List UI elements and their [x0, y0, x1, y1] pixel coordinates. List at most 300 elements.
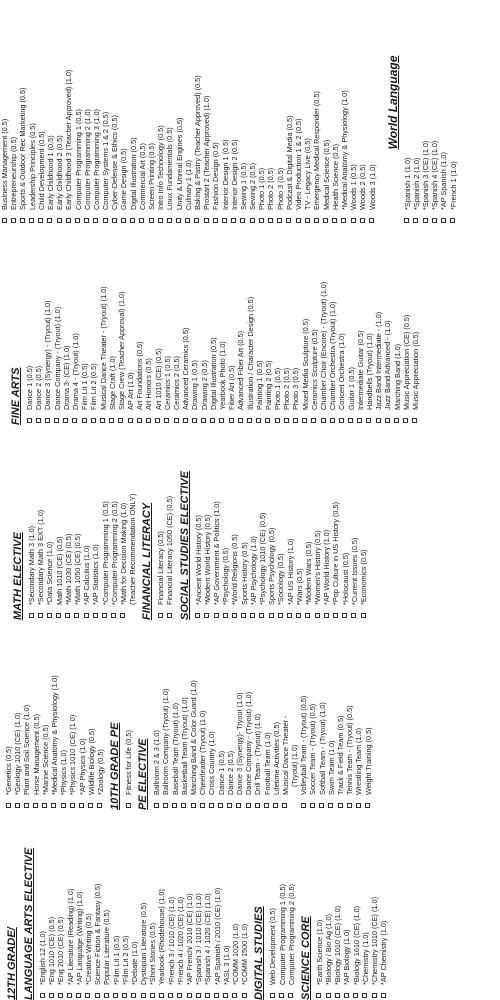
- course-checkbox[interactable]: [93, 218, 98, 223]
- course-checkbox[interactable]: [218, 803, 223, 808]
- course-option[interactable]: [287, 810, 296, 1000]
- course-checkbox[interactable]: [238, 418, 243, 423]
- course-option[interactable]: [312, 0, 321, 225]
- course-checkbox[interactable]: [20, 218, 25, 223]
- course-checkbox[interactable]: [360, 218, 365, 223]
- course-checkbox[interactable]: [70, 803, 75, 808]
- course-option[interactable]: [333, 810, 342, 1000]
- course-option[interactable]: [202, 0, 211, 225]
- course-option[interactable]: [222, 810, 231, 1000]
- course-checkbox[interactable]: [154, 803, 159, 808]
- course-option[interactable]: [101, 0, 110, 225]
- course-checkbox[interactable]: [24, 803, 29, 808]
- course-option[interactable]: [248, 0, 257, 225]
- course-checkbox[interactable]: [38, 613, 43, 618]
- course-checkbox[interactable]: [441, 218, 446, 223]
- course-option[interactable]: [449, 0, 458, 225]
- course-checkbox[interactable]: [122, 993, 127, 998]
- course-option[interactable]: [272, 620, 281, 810]
- course-checkbox[interactable]: [328, 803, 333, 808]
- course-option[interactable]: [112, 810, 121, 1000]
- course-checkbox[interactable]: [259, 613, 264, 618]
- course-option[interactable]: [144, 225, 153, 425]
- course-option[interactable]: [156, 425, 165, 620]
- course-checkbox[interactable]: [356, 803, 361, 808]
- course-option[interactable]: [130, 810, 139, 1000]
- course-option[interactable]: [235, 620, 244, 810]
- course-checkbox[interactable]: [27, 418, 32, 423]
- course-checkbox[interactable]: [195, 613, 200, 618]
- course-option[interactable]: [193, 0, 202, 225]
- course-option[interactable]: [308, 620, 317, 810]
- course-checkbox[interactable]: [155, 418, 160, 423]
- course-option[interactable]: [198, 620, 207, 810]
- course-option[interactable]: [285, 0, 294, 225]
- course-checkbox[interactable]: [130, 218, 135, 223]
- course-option[interactable]: [327, 620, 336, 810]
- course-checkbox[interactable]: [278, 613, 283, 618]
- course-checkbox[interactable]: [109, 418, 114, 423]
- course-option[interactable]: [281, 620, 290, 810]
- course-checkbox[interactable]: [54, 418, 59, 423]
- course-checkbox[interactable]: [324, 613, 329, 618]
- course-option[interactable]: [331, 425, 340, 620]
- course-option[interactable]: [212, 425, 221, 620]
- course-option[interactable]: [358, 0, 367, 225]
- course-option[interactable]: [9, 0, 18, 225]
- course-option[interactable]: [361, 810, 370, 1000]
- course-checkbox[interactable]: [330, 418, 335, 423]
- course-option[interactable]: [34, 225, 43, 425]
- course-option[interactable]: [430, 0, 439, 225]
- course-option[interactable]: [200, 225, 209, 425]
- course-option[interactable]: [290, 620, 299, 810]
- course-option[interactable]: [171, 620, 180, 810]
- course-checkbox[interactable]: [319, 803, 324, 808]
- course-option[interactable]: [356, 225, 365, 425]
- course-option[interactable]: [117, 225, 126, 425]
- course-option[interactable]: [313, 425, 322, 620]
- course-option[interactable]: [161, 620, 170, 810]
- course-checkbox[interactable]: [339, 418, 344, 423]
- course-option[interactable]: [53, 225, 62, 425]
- course-option[interactable]: [213, 810, 222, 1000]
- course-checkbox[interactable]: [347, 803, 352, 808]
- course-checkbox[interactable]: [67, 993, 72, 998]
- course-option[interactable]: [71, 225, 80, 425]
- course-option[interactable]: [62, 225, 71, 425]
- course-checkbox[interactable]: [250, 218, 255, 223]
- course-checkbox[interactable]: [204, 218, 209, 223]
- course-checkbox[interactable]: [45, 418, 50, 423]
- course-checkbox[interactable]: [296, 613, 301, 618]
- course-checkbox[interactable]: [47, 613, 52, 618]
- course-checkbox[interactable]: [111, 613, 116, 618]
- course-option[interactable]: [209, 225, 218, 425]
- course-checkbox[interactable]: [121, 218, 126, 223]
- course-checkbox[interactable]: [204, 613, 209, 618]
- course-option[interactable]: [189, 620, 198, 810]
- course-checkbox[interactable]: [432, 218, 437, 223]
- course-option[interactable]: [203, 810, 212, 1000]
- course-checkbox[interactable]: [51, 803, 56, 808]
- course-checkbox[interactable]: [65, 613, 70, 618]
- course-option[interactable]: [255, 225, 264, 425]
- course-option[interactable]: [93, 810, 102, 1000]
- course-option[interactable]: [276, 425, 285, 620]
- course-option[interactable]: [421, 0, 430, 225]
- course-option[interactable]: [194, 810, 203, 1000]
- course-option[interactable]: [89, 225, 98, 425]
- course-option[interactable]: [175, 0, 184, 225]
- course-checkbox[interactable]: [286, 218, 291, 223]
- course-checkbox[interactable]: [191, 803, 196, 808]
- course-option[interactable]: [190, 225, 199, 425]
- course-checkbox[interactable]: [11, 218, 16, 223]
- course-checkbox[interactable]: [404, 218, 409, 223]
- course-option[interactable]: [350, 425, 359, 620]
- course-checkbox[interactable]: [369, 218, 374, 223]
- course-option[interactable]: [368, 0, 377, 225]
- course-checkbox[interactable]: [279, 993, 284, 998]
- course-option[interactable]: [84, 810, 93, 1000]
- course-checkbox[interactable]: [310, 803, 315, 808]
- course-checkbox[interactable]: [333, 613, 338, 618]
- course-option[interactable]: [185, 810, 194, 1000]
- course-checkbox[interactable]: [158, 613, 163, 618]
- course-checkbox[interactable]: [167, 613, 172, 618]
- course-checkbox[interactable]: [181, 803, 186, 808]
- course-checkbox[interactable]: [56, 613, 61, 618]
- course-checkbox[interactable]: [351, 613, 356, 618]
- course-checkbox[interactable]: [273, 803, 278, 808]
- course-option[interactable]: [364, 620, 373, 810]
- course-option[interactable]: [207, 620, 216, 810]
- course-option[interactable]: [439, 0, 448, 225]
- course-checkbox[interactable]: [164, 418, 169, 423]
- course-option[interactable]: [36, 425, 45, 620]
- course-option[interactable]: [119, 425, 128, 620]
- course-checkbox[interactable]: [57, 218, 62, 223]
- course-option[interactable]: [221, 425, 230, 620]
- course-option[interactable]: [64, 425, 73, 620]
- course-option[interactable]: [249, 425, 258, 620]
- course-option[interactable]: [124, 620, 133, 810]
- course-option[interactable]: [342, 810, 351, 1000]
- course-checkbox[interactable]: [232, 993, 237, 998]
- course-option[interactable]: [101, 425, 110, 620]
- course-option[interactable]: [75, 810, 84, 1000]
- course-checkbox[interactable]: [158, 218, 163, 223]
- course-checkbox[interactable]: [296, 218, 301, 223]
- course-option[interactable]: [412, 0, 421, 225]
- course-option[interactable]: [64, 0, 73, 225]
- course-option[interactable]: [152, 620, 161, 810]
- course-checkbox[interactable]: [338, 803, 343, 808]
- course-checkbox[interactable]: [413, 218, 418, 223]
- course-checkbox[interactable]: [341, 218, 346, 223]
- course-option[interactable]: [74, 0, 83, 225]
- course-option[interactable]: [119, 0, 128, 225]
- course-option[interactable]: [301, 225, 310, 425]
- course-option[interactable]: [138, 0, 147, 225]
- course-checkbox[interactable]: [150, 993, 155, 998]
- course-checkbox[interactable]: [192, 418, 197, 423]
- course-option[interactable]: [0, 0, 9, 225]
- course-option[interactable]: [276, 0, 285, 225]
- course-option[interactable]: [148, 810, 157, 1000]
- course-option[interactable]: [59, 620, 68, 810]
- course-option[interactable]: [80, 225, 89, 425]
- course-option[interactable]: [55, 425, 64, 620]
- course-option[interactable]: [226, 620, 235, 810]
- course-option[interactable]: [318, 620, 327, 810]
- course-option[interactable]: [25, 225, 34, 425]
- course-checkbox[interactable]: [222, 218, 227, 223]
- course-option[interactable]: [126, 225, 135, 425]
- course-option[interactable]: [299, 620, 308, 810]
- course-checkbox[interactable]: [194, 218, 199, 223]
- course-checkbox[interactable]: [316, 993, 321, 998]
- course-option[interactable]: [135, 225, 144, 425]
- course-checkbox[interactable]: [187, 993, 192, 998]
- course-option[interactable]: [108, 225, 117, 425]
- course-checkbox[interactable]: [231, 218, 236, 223]
- course-checkbox[interactable]: [66, 218, 71, 223]
- course-option[interactable]: [165, 0, 174, 225]
- course-option[interactable]: [359, 425, 368, 620]
- course-checkbox[interactable]: [236, 803, 241, 808]
- course-option[interactable]: [240, 810, 249, 1000]
- course-checkbox[interactable]: [223, 613, 228, 618]
- course-option[interactable]: [379, 810, 388, 1000]
- course-option[interactable]: [18, 0, 27, 225]
- course-checkbox[interactable]: [84, 218, 89, 223]
- course-option[interactable]: [352, 810, 361, 1000]
- course-checkbox[interactable]: [100, 418, 105, 423]
- course-option[interactable]: [13, 620, 22, 810]
- course-checkbox[interactable]: [361, 613, 366, 618]
- course-checkbox[interactable]: [131, 993, 136, 998]
- course-checkbox[interactable]: [112, 218, 117, 223]
- course-checkbox[interactable]: [259, 218, 264, 223]
- course-option[interactable]: [331, 0, 340, 225]
- course-checkbox[interactable]: [118, 418, 123, 423]
- course-checkbox[interactable]: [223, 993, 228, 998]
- course-checkbox[interactable]: [332, 218, 337, 223]
- course-checkbox[interactable]: [29, 218, 34, 223]
- course-checkbox[interactable]: [128, 418, 133, 423]
- course-option[interactable]: [268, 810, 277, 1000]
- course-option[interactable]: [315, 810, 324, 1000]
- course-option[interactable]: [66, 810, 75, 1000]
- course-checkbox[interactable]: [97, 803, 102, 808]
- course-option[interactable]: [328, 225, 337, 425]
- course-checkbox[interactable]: [33, 803, 38, 808]
- course-option[interactable]: [68, 620, 77, 810]
- course-option[interactable]: [46, 0, 55, 225]
- course-checkbox[interactable]: [255, 803, 260, 808]
- course-checkbox[interactable]: [229, 418, 234, 423]
- course-checkbox[interactable]: [353, 993, 358, 998]
- course-checkbox[interactable]: [72, 418, 77, 423]
- course-checkbox[interactable]: [42, 803, 47, 808]
- course-option[interactable]: [244, 620, 253, 810]
- course-checkbox[interactable]: [63, 418, 68, 423]
- course-checkbox[interactable]: [381, 993, 386, 998]
- course-checkbox[interactable]: [82, 418, 87, 423]
- course-option[interactable]: [56, 810, 65, 1000]
- course-checkbox[interactable]: [74, 613, 79, 618]
- course-checkbox[interactable]: [29, 613, 34, 618]
- course-option[interactable]: [227, 225, 236, 425]
- course-checkbox[interactable]: [167, 218, 172, 223]
- course-checkbox[interactable]: [183, 418, 188, 423]
- course-option[interactable]: [154, 225, 163, 425]
- course-option[interactable]: [264, 225, 273, 425]
- course-checkbox[interactable]: [305, 218, 310, 223]
- course-option[interactable]: [110, 425, 119, 620]
- course-option[interactable]: [221, 0, 230, 225]
- course-checkbox[interactable]: [168, 993, 173, 998]
- course-checkbox[interactable]: [293, 418, 298, 423]
- course-option[interactable]: [165, 425, 174, 620]
- course-option[interactable]: [217, 620, 226, 810]
- course-checkbox[interactable]: [58, 993, 63, 998]
- course-option[interactable]: [55, 0, 64, 225]
- course-checkbox[interactable]: [6, 803, 11, 808]
- course-checkbox[interactable]: [40, 993, 45, 998]
- course-checkbox[interactable]: [84, 613, 89, 618]
- course-option[interactable]: [47, 810, 56, 1000]
- course-option[interactable]: [180, 620, 189, 810]
- course-option[interactable]: [246, 225, 255, 425]
- course-option[interactable]: [83, 0, 92, 225]
- course-option[interactable]: [345, 620, 354, 810]
- course-option[interactable]: [110, 0, 119, 225]
- course-checkbox[interactable]: [247, 418, 252, 423]
- course-checkbox[interactable]: [242, 993, 247, 998]
- course-checkbox[interactable]: [120, 613, 125, 618]
- course-checkbox[interactable]: [139, 218, 144, 223]
- course-option[interactable]: [403, 0, 412, 225]
- course-option[interactable]: [91, 425, 100, 620]
- course-option[interactable]: [78, 620, 87, 810]
- course-checkbox[interactable]: [76, 993, 81, 998]
- course-checkbox[interactable]: [126, 803, 131, 808]
- course-option[interactable]: [218, 225, 227, 425]
- course-checkbox[interactable]: [412, 418, 417, 423]
- course-checkbox[interactable]: [250, 613, 255, 618]
- course-option[interactable]: [87, 620, 96, 810]
- course-option[interactable]: [73, 425, 82, 620]
- course-checkbox[interactable]: [287, 613, 292, 618]
- course-checkbox[interactable]: [2, 218, 7, 223]
- course-option[interactable]: [41, 620, 50, 810]
- course-option[interactable]: [184, 0, 193, 225]
- course-option[interactable]: [258, 425, 267, 620]
- course-option[interactable]: [163, 225, 172, 425]
- course-option[interactable]: [239, 0, 248, 225]
- course-option[interactable]: [319, 225, 328, 425]
- course-option[interactable]: [340, 0, 349, 225]
- course-checkbox[interactable]: [36, 418, 41, 423]
- course-option[interactable]: [231, 810, 240, 1000]
- course-option[interactable]: [82, 425, 91, 620]
- course-checkbox[interactable]: [264, 803, 269, 808]
- course-checkbox[interactable]: [366, 418, 371, 423]
- course-option[interactable]: [50, 620, 59, 810]
- course-option[interactable]: [383, 225, 392, 425]
- course-checkbox[interactable]: [93, 613, 98, 618]
- course-option[interactable]: [267, 425, 276, 620]
- course-option[interactable]: [349, 0, 358, 225]
- course-checkbox[interactable]: [376, 418, 381, 423]
- course-checkbox[interactable]: [49, 993, 54, 998]
- course-checkbox[interactable]: [172, 803, 177, 808]
- course-checkbox[interactable]: [335, 993, 340, 998]
- course-option[interactable]: [139, 810, 148, 1000]
- course-checkbox[interactable]: [277, 218, 282, 223]
- course-checkbox[interactable]: [79, 803, 84, 808]
- course-checkbox[interactable]: [163, 803, 168, 808]
- course-checkbox[interactable]: [301, 803, 306, 808]
- course-checkbox[interactable]: [240, 218, 245, 223]
- course-option[interactable]: [176, 810, 185, 1000]
- course-checkbox[interactable]: [196, 993, 201, 998]
- course-checkbox[interactable]: [91, 418, 96, 423]
- course-option[interactable]: [273, 225, 282, 425]
- course-option[interactable]: [22, 620, 31, 810]
- course-option[interactable]: [172, 225, 181, 425]
- course-checkbox[interactable]: [185, 218, 190, 223]
- course-option[interactable]: [27, 425, 36, 620]
- course-checkbox[interactable]: [214, 993, 219, 998]
- course-option[interactable]: [157, 810, 166, 1000]
- course-option[interactable]: [286, 425, 295, 620]
- course-option[interactable]: [294, 0, 303, 225]
- course-option[interactable]: [38, 810, 47, 1000]
- course-checkbox[interactable]: [146, 418, 151, 423]
- course-checkbox[interactable]: [205, 993, 210, 998]
- course-checkbox[interactable]: [365, 803, 370, 808]
- course-checkbox[interactable]: [113, 993, 118, 998]
- course-checkbox[interactable]: [213, 218, 218, 223]
- course-checkbox[interactable]: [394, 418, 399, 423]
- course-checkbox[interactable]: [348, 418, 353, 423]
- course-checkbox[interactable]: [305, 613, 310, 618]
- course-checkbox[interactable]: [88, 803, 93, 808]
- course-checkbox[interactable]: [256, 418, 261, 423]
- course-checkbox[interactable]: [323, 218, 328, 223]
- course-option[interactable]: [37, 0, 46, 225]
- course-checkbox[interactable]: [104, 993, 109, 998]
- course-option[interactable]: [102, 810, 111, 1000]
- course-checkbox[interactable]: [321, 418, 326, 423]
- course-checkbox[interactable]: [38, 218, 43, 223]
- course-checkbox[interactable]: [137, 418, 142, 423]
- course-checkbox[interactable]: [275, 418, 280, 423]
- course-option[interactable]: [341, 425, 350, 620]
- course-checkbox[interactable]: [210, 418, 215, 423]
- course-checkbox[interactable]: [75, 218, 80, 223]
- course-option[interactable]: [263, 620, 272, 810]
- course-checkbox[interactable]: [232, 613, 237, 618]
- course-checkbox[interactable]: [372, 993, 377, 998]
- course-checkbox[interactable]: [177, 993, 182, 998]
- course-option[interactable]: [156, 0, 165, 225]
- course-checkbox[interactable]: [227, 803, 232, 808]
